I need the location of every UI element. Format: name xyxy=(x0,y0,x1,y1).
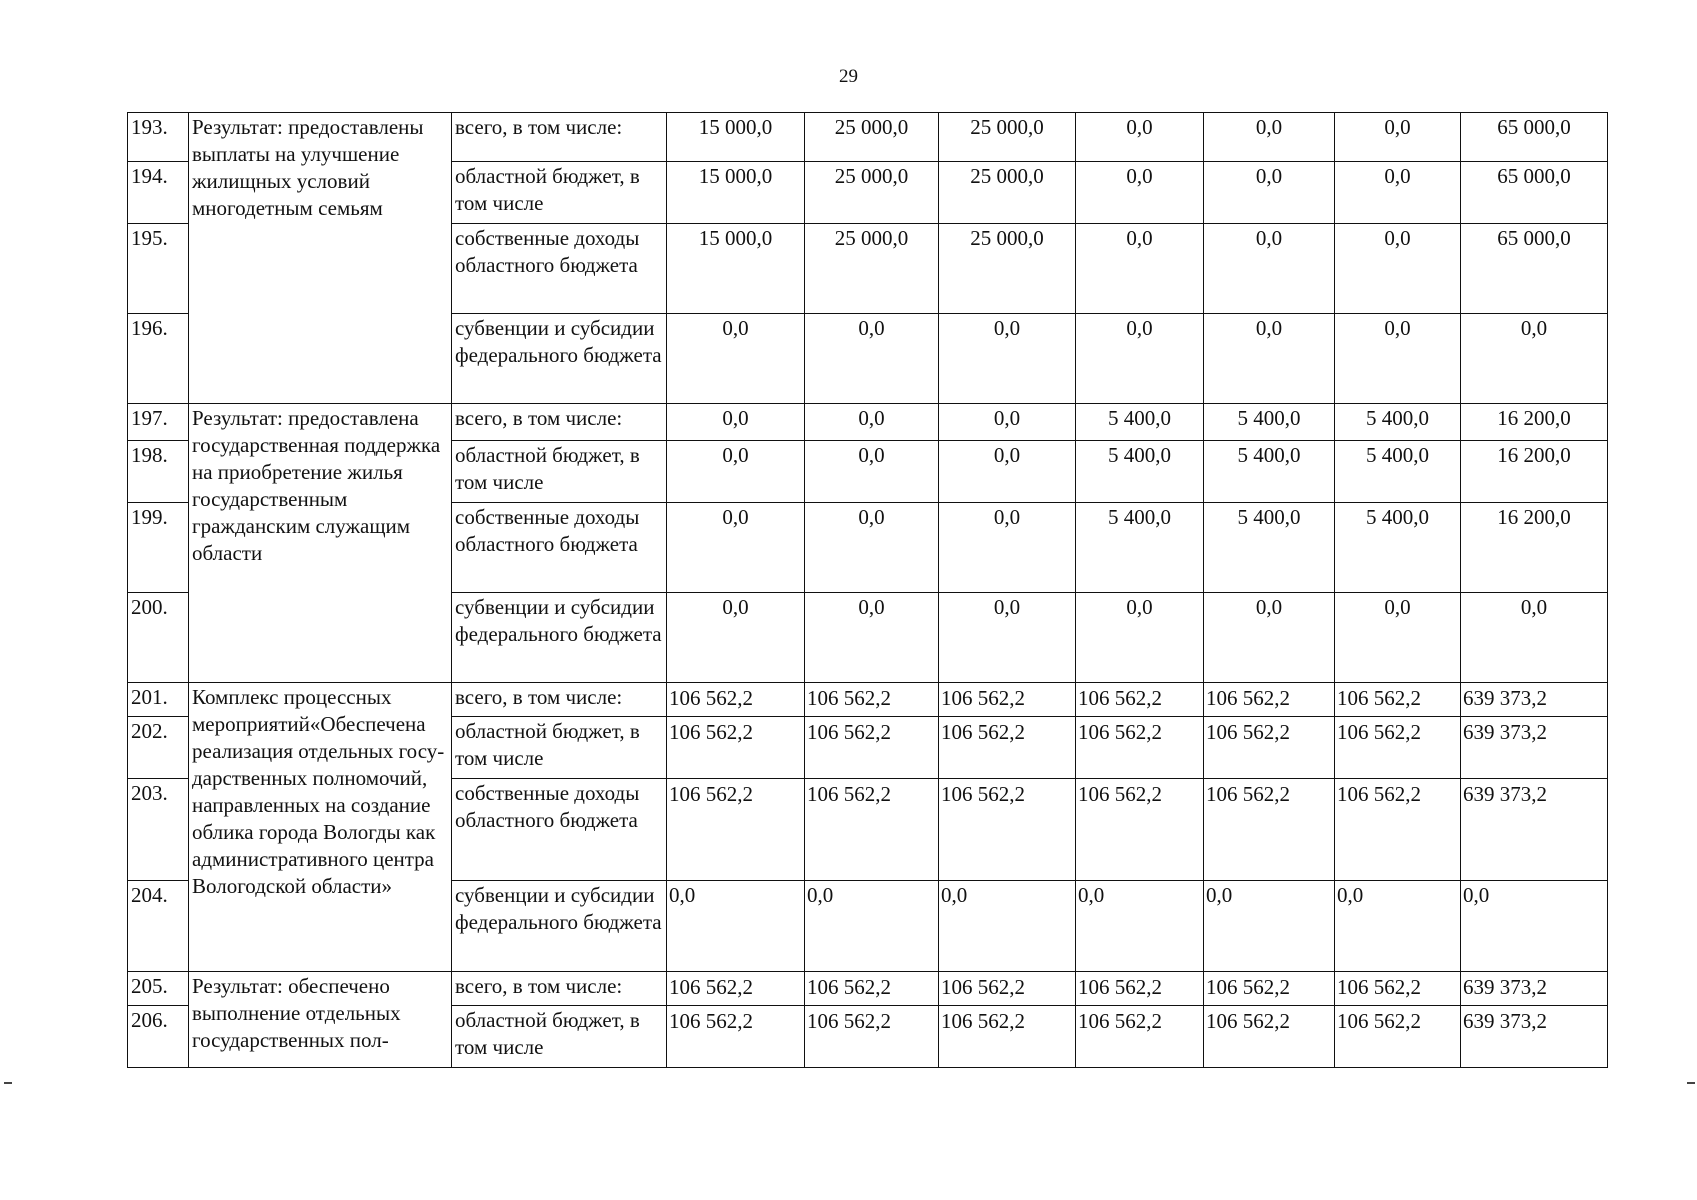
row-number: 193. xyxy=(128,113,189,162)
value-cell: 0,0 xyxy=(1461,314,1608,404)
value-cell: 106 562,2 xyxy=(1076,779,1204,881)
value-cell: 0,0 xyxy=(805,404,939,441)
margin-mark-right xyxy=(1687,1082,1695,1084)
value-cell: 0,0 xyxy=(1204,224,1335,314)
value-cell: 639 373,2 xyxy=(1461,717,1608,779)
value-cell: 639 373,2 xyxy=(1461,972,1608,1006)
value-cell: 106 562,2 xyxy=(667,717,805,779)
value-cell: 0,0 xyxy=(805,314,939,404)
value-cell: 5 400,0 xyxy=(1335,441,1461,503)
value-cell: 0,0 xyxy=(805,593,939,683)
value-cell: 16 200,0 xyxy=(1461,503,1608,593)
row-number: 199. xyxy=(128,503,189,593)
value-cell: 5 400,0 xyxy=(1076,404,1204,441)
value-cell: 106 562,2 xyxy=(1335,1006,1461,1068)
value-cell: 639 373,2 xyxy=(1461,779,1608,881)
value-cell: 0,0 xyxy=(667,881,805,972)
value-cell: 0,0 xyxy=(939,404,1076,441)
value-cell: 0,0 xyxy=(1076,881,1204,972)
value-cell: 0,0 xyxy=(1204,113,1335,162)
value-cell: 5 400,0 xyxy=(1335,503,1461,593)
row-number: 194. xyxy=(128,162,189,224)
value-cell: 0,0 xyxy=(1335,162,1461,224)
value-cell: 0,0 xyxy=(1076,314,1204,404)
value-cell: 106 562,2 xyxy=(1076,972,1204,1006)
value-cell: 0,0 xyxy=(939,314,1076,404)
value-cell: 106 562,2 xyxy=(805,779,939,881)
value-cell: 25 000,0 xyxy=(939,113,1076,162)
funding-source: собственные доходы областного бюджета xyxy=(452,224,667,314)
value-cell: 106 562,2 xyxy=(939,717,1076,779)
value-cell: 0,0 xyxy=(667,503,805,593)
value-cell: 0,0 xyxy=(1461,881,1608,972)
value-cell: 0,0 xyxy=(1335,224,1461,314)
value-cell: 0,0 xyxy=(805,881,939,972)
value-cell: 106 562,2 xyxy=(1335,683,1461,717)
row-number: 206. xyxy=(128,1006,189,1068)
value-cell: 0,0 xyxy=(1204,314,1335,404)
value-cell: 106 562,2 xyxy=(667,1006,805,1068)
funding-source: областной бюджет, в том числе xyxy=(452,1006,667,1068)
value-cell: 106 562,2 xyxy=(805,972,939,1006)
result-description: Комплекс процессных мероприятий«Обеспечена реализация отдельных государственных полномочий, направленных на создание облика города Вологды как административного центра Вологодской области» xyxy=(189,683,452,972)
value-cell: 25 000,0 xyxy=(805,224,939,314)
value-cell: 106 562,2 xyxy=(1204,717,1335,779)
value-cell: 106 562,2 xyxy=(1335,972,1461,1006)
funding-source: областной бюджет, в том числе xyxy=(452,162,667,224)
value-cell: 25 000,0 xyxy=(805,113,939,162)
result-description: Результат: предоставлены выплаты на улучшение жилищных условий многодетным семьям xyxy=(189,113,452,404)
funding-source: собственные доходы областного бюджета xyxy=(452,779,667,881)
row-number: 196. xyxy=(128,314,189,404)
value-cell: 0,0 xyxy=(1204,162,1335,224)
value-cell: 106 562,2 xyxy=(805,717,939,779)
value-cell: 5 400,0 xyxy=(1076,441,1204,503)
value-cell: 0,0 xyxy=(1204,593,1335,683)
value-cell: 106 562,2 xyxy=(1076,1006,1204,1068)
value-cell: 106 562,2 xyxy=(939,1006,1076,1068)
value-cell: 106 562,2 xyxy=(1204,972,1335,1006)
result-description: Результат: предоставлена государственная поддержка на приобретение жилья государственным гражданским служащим области xyxy=(189,404,452,683)
table-row xyxy=(128,972,1608,1006)
value-cell: 65 000,0 xyxy=(1461,162,1608,224)
value-cell: 0,0 xyxy=(667,593,805,683)
value-cell: 106 562,2 xyxy=(1335,717,1461,779)
table-row xyxy=(128,113,1608,162)
value-cell: 0,0 xyxy=(1461,593,1608,683)
funding-source: областной бюджет, в том числе xyxy=(452,441,667,503)
value-cell: 106 562,2 xyxy=(1076,683,1204,717)
funding-source: субвенции и субсидии федерального бюджета xyxy=(452,881,667,972)
row-number: 195. xyxy=(128,224,189,314)
value-cell: 106 562,2 xyxy=(667,683,805,717)
value-cell: 0,0 xyxy=(1076,224,1204,314)
table-row xyxy=(128,404,1608,441)
value-cell: 639 373,2 xyxy=(1461,683,1608,717)
value-cell: 0,0 xyxy=(667,404,805,441)
value-cell: 106 562,2 xyxy=(667,779,805,881)
value-cell: 0,0 xyxy=(939,503,1076,593)
value-cell: 106 562,2 xyxy=(1335,779,1461,881)
value-cell: 106 562,2 xyxy=(939,972,1076,1006)
value-cell: 0,0 xyxy=(805,503,939,593)
value-cell: 15 000,0 xyxy=(667,113,805,162)
value-cell: 0,0 xyxy=(1204,881,1335,972)
value-cell: 106 562,2 xyxy=(667,972,805,1006)
value-cell: 25 000,0 xyxy=(939,162,1076,224)
value-cell: 106 562,2 xyxy=(805,683,939,717)
value-cell: 0,0 xyxy=(1335,881,1461,972)
row-number: 205. xyxy=(128,972,189,1006)
value-cell: 106 562,2 xyxy=(805,1006,939,1068)
value-cell: 16 200,0 xyxy=(1461,441,1608,503)
result-description: Результат: обеспечено выполнение отдельных государственных пол- xyxy=(189,972,452,1068)
value-cell: 0,0 xyxy=(805,441,939,503)
value-cell: 106 562,2 xyxy=(1076,717,1204,779)
table-row xyxy=(128,683,1608,717)
value-cell: 16 200,0 xyxy=(1461,404,1608,441)
value-cell: 0,0 xyxy=(1335,113,1461,162)
value-cell: 106 562,2 xyxy=(1204,1006,1335,1068)
row-number: 198. xyxy=(128,441,189,503)
value-cell: 106 562,2 xyxy=(1204,779,1335,881)
value-cell: 0,0 xyxy=(939,593,1076,683)
value-cell: 0,0 xyxy=(1335,314,1461,404)
value-cell: 15 000,0 xyxy=(667,224,805,314)
row-number: 200. xyxy=(128,593,189,683)
value-cell: 5 400,0 xyxy=(1204,404,1335,441)
value-cell: 65 000,0 xyxy=(1461,113,1608,162)
funding-source: субвенции и субсидии федерального бюджета xyxy=(452,593,667,683)
row-number: 203. xyxy=(128,779,189,881)
funding-source: всего, в том числе: xyxy=(452,972,667,1006)
value-cell: 0,0 xyxy=(939,881,1076,972)
value-cell: 25 000,0 xyxy=(805,162,939,224)
funding-source: всего, в том числе: xyxy=(452,683,667,717)
value-cell: 65 000,0 xyxy=(1461,224,1608,314)
value-cell: 0,0 xyxy=(667,314,805,404)
row-number: 204. xyxy=(128,881,189,972)
row-number: 197. xyxy=(128,404,189,441)
row-number: 202. xyxy=(128,717,189,779)
value-cell: 106 562,2 xyxy=(939,779,1076,881)
funding-source: всего, в том числе: xyxy=(452,404,667,441)
value-cell: 106 562,2 xyxy=(1204,683,1335,717)
value-cell: 5 400,0 xyxy=(1076,503,1204,593)
value-cell: 5 400,0 xyxy=(1335,404,1461,441)
value-cell: 0,0 xyxy=(1076,593,1204,683)
value-cell: 0,0 xyxy=(939,441,1076,503)
value-cell: 0,0 xyxy=(1335,593,1461,683)
funding-source: субвенции и субсидии федерального бюджета xyxy=(452,314,667,404)
value-cell: 5 400,0 xyxy=(1204,503,1335,593)
value-cell: 5 400,0 xyxy=(1204,441,1335,503)
funding-source: собственные доходы областного бюджета xyxy=(452,503,667,593)
funding-source: областной бюджет, в том числе xyxy=(452,717,667,779)
value-cell: 0,0 xyxy=(1076,162,1204,224)
value-cell: 106 562,2 xyxy=(939,683,1076,717)
value-cell: 15 000,0 xyxy=(667,162,805,224)
page-number: 29 xyxy=(839,66,858,87)
budget-table xyxy=(127,112,1608,1068)
value-cell: 0,0 xyxy=(1076,113,1204,162)
margin-mark-left xyxy=(4,1082,12,1084)
funding-source: всего, в том числе: xyxy=(452,113,667,162)
row-number: 201. xyxy=(128,683,189,717)
value-cell: 0,0 xyxy=(667,441,805,503)
value-cell: 25 000,0 xyxy=(939,224,1076,314)
value-cell: 639 373,2 xyxy=(1461,1006,1608,1068)
